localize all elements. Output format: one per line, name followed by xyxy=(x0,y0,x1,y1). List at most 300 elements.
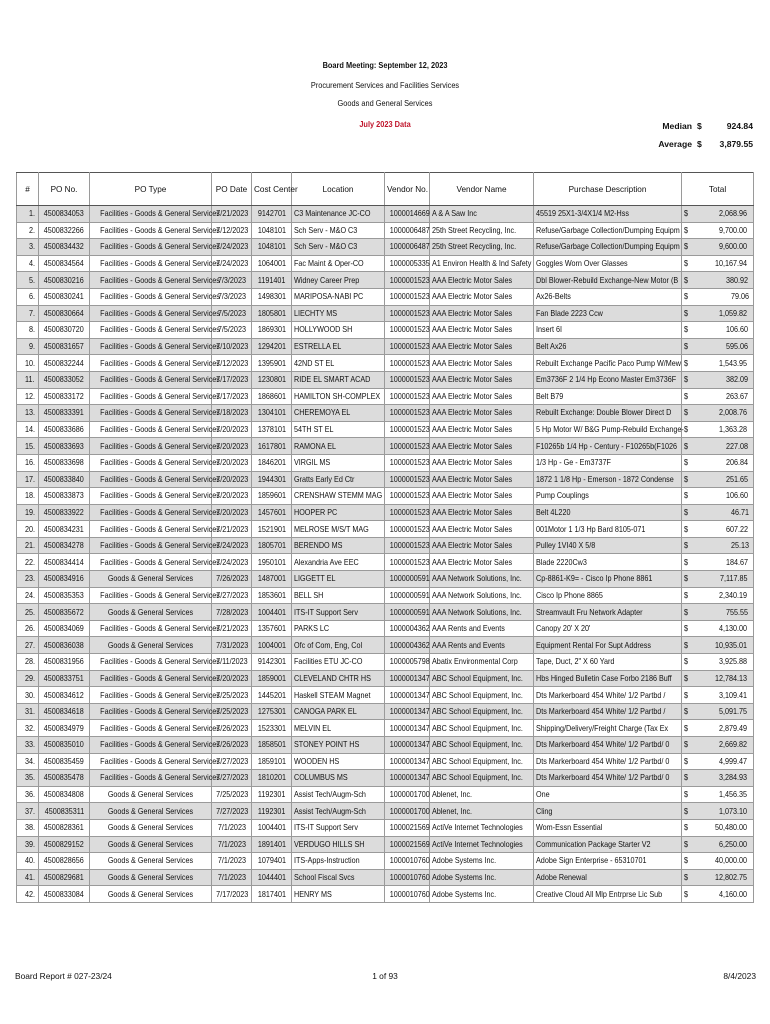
total-amount xyxy=(692,687,754,704)
cost-center xyxy=(252,637,292,654)
location xyxy=(292,537,385,554)
cost-center xyxy=(252,836,292,853)
row-index xyxy=(17,322,39,339)
po-type-text: Facilities - Goods & General Services xyxy=(100,491,220,501)
po-number xyxy=(39,637,90,654)
po-date-text: 7/26/2023 xyxy=(216,574,249,584)
vendor-name xyxy=(430,853,534,870)
cost-center-text: 1891401 xyxy=(257,839,286,849)
po-date-text: 7/21/2023 xyxy=(216,624,249,634)
po-number-text: 4500830216 xyxy=(43,275,85,285)
cost-center-text: 1275301 xyxy=(257,707,286,717)
purchase-description xyxy=(534,571,682,588)
total-currency-text: $ xyxy=(684,308,689,318)
table-row xyxy=(17,206,754,223)
location xyxy=(292,720,385,737)
total-amount xyxy=(692,239,754,256)
po-type-text: Facilities - Goods & General Services xyxy=(100,707,220,717)
vendor-number-text: 1000001347 xyxy=(389,740,430,750)
po-type xyxy=(90,537,220,554)
table-row xyxy=(17,687,754,704)
vendor-number-text: 1000004362 xyxy=(389,624,430,634)
po-date-text: 7/24/2023 xyxy=(216,242,249,252)
total-currency-text: $ xyxy=(684,873,689,883)
vendor-number xyxy=(385,272,430,289)
vendor-name xyxy=(430,554,534,571)
vendor-number xyxy=(385,670,430,687)
average-currency: $ xyxy=(697,139,702,149)
po-type-text: Facilities - Goods & General Services xyxy=(100,740,220,750)
po-date-text: 7/20/2023 xyxy=(216,441,249,451)
total-currency-text: $ xyxy=(684,889,689,899)
po-date xyxy=(212,853,252,870)
po-number xyxy=(39,405,90,422)
location xyxy=(292,803,385,820)
po-type-text: Facilities - Goods & General Services xyxy=(100,673,220,683)
cost-center xyxy=(252,255,292,272)
purchase-description-text: Cp-8861-K9= - Cisco Ip Phone 8861 xyxy=(536,574,653,584)
po-number xyxy=(39,670,90,687)
total-amount xyxy=(692,322,754,339)
purchase-description xyxy=(534,786,682,803)
total-amount-text: 12,784.13 xyxy=(714,673,747,683)
cost-center xyxy=(252,537,292,554)
po-date-text: 7/5/2023 xyxy=(217,308,246,318)
cost-center-text: 1048101 xyxy=(257,225,286,235)
po-type xyxy=(90,454,220,471)
total-amount-text: 5,091.75 xyxy=(719,707,748,717)
purchase-description xyxy=(534,770,682,787)
po-number-text: 4500835353 xyxy=(43,590,85,600)
total-currency xyxy=(682,869,692,886)
location-text: CRENSHAW STEMM MAG xyxy=(294,491,383,501)
vendor-name-text: AAA Electric Motor Sales xyxy=(432,425,513,435)
row-index-text: 21. xyxy=(24,541,35,551)
po-date-text: 7/20/2023 xyxy=(216,673,249,683)
po-type-text: Facilities - Goods & General Services xyxy=(100,541,220,551)
total-amount xyxy=(692,853,754,870)
po-type-text: Goods & General Services xyxy=(107,640,194,650)
total-currency-text: $ xyxy=(684,574,689,584)
table-row xyxy=(17,255,754,272)
row-index xyxy=(17,239,39,256)
total-amount-text: 755.55 xyxy=(725,607,749,617)
cost-center-text: 1521901 xyxy=(257,524,286,534)
location-text: ITS-Apps-Instruction xyxy=(294,856,360,866)
location-text: VERDUGO HILLS SH xyxy=(294,839,365,849)
po-date xyxy=(212,206,252,223)
po-date xyxy=(212,288,252,305)
row-index-text: 42. xyxy=(24,889,35,899)
po-number-text: 4500831657 xyxy=(43,342,85,352)
table-row xyxy=(17,770,754,787)
purchase-description xyxy=(534,454,682,471)
total-currency-text: $ xyxy=(684,806,689,816)
location-text: Fac Maint & Oper-CO xyxy=(294,259,364,269)
purchase-description-text: Tape, Duct, 2" X 60 Yard xyxy=(536,657,615,667)
vendor-name xyxy=(430,753,534,770)
vendor-number xyxy=(385,571,430,588)
vendor-number-text: 1000005798 xyxy=(389,657,430,667)
vendor-number-text: 1000001523 xyxy=(389,292,430,302)
total-currency xyxy=(682,687,692,704)
row-index xyxy=(17,853,39,870)
total-amount xyxy=(692,206,754,223)
po-date xyxy=(212,587,252,604)
row-index-text: 2. xyxy=(29,225,36,235)
vendor-number-text: 1000006487 xyxy=(389,242,430,252)
row-index-text: 7. xyxy=(29,308,36,318)
po-date xyxy=(212,471,252,488)
cost-center-text: 1944301 xyxy=(257,474,286,484)
vendor-name-text: AAA Electric Motor Sales xyxy=(432,408,513,418)
po-number xyxy=(39,222,90,239)
po-date xyxy=(212,554,252,571)
location-text: Gratts Early Ed Ctr xyxy=(294,474,355,484)
po-type xyxy=(90,687,220,704)
row-index-text: 27. xyxy=(24,640,35,650)
vendor-name xyxy=(430,537,534,554)
median-value: 924.84 xyxy=(726,121,753,131)
vendor-name xyxy=(430,305,534,322)
po-number xyxy=(39,571,90,588)
total-amount xyxy=(692,571,754,588)
total-amount-text: 10,935.01 xyxy=(714,640,747,650)
vendor-name xyxy=(430,438,534,455)
total-amount-text: 2,340.19 xyxy=(719,590,748,600)
location xyxy=(292,571,385,588)
total-amount xyxy=(692,786,754,803)
vendor-number xyxy=(385,803,430,820)
location-text: ITS-IT Support Serv xyxy=(294,607,358,617)
vendor-name xyxy=(430,288,534,305)
total-currency-text: $ xyxy=(684,856,689,866)
po-date-text: 7/20/2023 xyxy=(216,458,249,468)
vendor-name-text: AAA Electric Motor Sales xyxy=(432,524,513,534)
table-row xyxy=(17,272,754,289)
vendor-number-text: 1000001347 xyxy=(389,723,430,733)
vendor-name-text: 25th Street Recycling, Inc. xyxy=(432,225,517,235)
total-currency-text: $ xyxy=(684,358,689,368)
location xyxy=(292,853,385,870)
purchase-description-text: Adobe Sign Enterprise - 65310701 xyxy=(536,856,647,866)
purchase-description-text: Pump Couplings xyxy=(536,491,589,501)
total-currency-text: $ xyxy=(684,375,689,385)
vendor-number xyxy=(385,886,430,903)
po-type-text: Facilities - Goods & General Services xyxy=(100,624,220,634)
po-number xyxy=(39,322,90,339)
po-number-text: 4500833686 xyxy=(43,425,85,435)
purchase-description-text: Dts Markerboard 454 White/ 1/2 Partbd / xyxy=(536,707,666,717)
location xyxy=(292,338,385,355)
vendor-number-text: 1000001523 xyxy=(389,391,430,401)
purchase-description-text: Ax26-Belts xyxy=(536,292,571,302)
po-date-text: 7/11/2023 xyxy=(216,657,248,667)
po-type xyxy=(90,703,220,720)
po-type-text: Facilities - Goods & General Services xyxy=(100,690,220,700)
total-currency-text: $ xyxy=(684,541,689,551)
vendor-number-text: 1000001347 xyxy=(389,756,430,766)
average-label: Average xyxy=(658,139,692,149)
total-currency xyxy=(682,637,692,654)
row-index xyxy=(17,288,39,305)
vendor-name xyxy=(430,720,534,737)
purchase-description-text: Rebuilt Exchange Pacific Paco Pump W/Mew xyxy=(536,358,681,368)
cost-center-text: 1445201 xyxy=(257,690,286,700)
cost-center xyxy=(252,720,292,737)
cost-center-text: 1004401 xyxy=(257,607,286,617)
po-date-text: 7/25/2023 xyxy=(216,707,249,717)
vendor-number-text: 1000001700 xyxy=(389,806,430,816)
po-type-text: Goods & General Services xyxy=(107,839,194,849)
location-text: 42ND ST EL xyxy=(294,358,335,368)
total-amount xyxy=(692,405,754,422)
total-currency-text: $ xyxy=(684,275,689,285)
total-currency-text: $ xyxy=(684,524,689,534)
total-amount-text: 106.60 xyxy=(725,491,749,501)
total-amount-text: 4,130.00 xyxy=(719,624,748,634)
location xyxy=(292,239,385,256)
po-number-text: 4500830720 xyxy=(43,325,85,335)
total-amount-text: 9,700.00 xyxy=(719,225,748,235)
total-amount xyxy=(692,703,754,720)
vendor-number-text: 1000000591 xyxy=(389,590,430,600)
po-date xyxy=(212,255,252,272)
total-amount-text: 1,073.10 xyxy=(719,806,748,816)
total-currency-text: $ xyxy=(684,624,689,634)
col-header-po-no: PO No. xyxy=(39,173,90,206)
po-number xyxy=(39,206,90,223)
po-date-text: 7/20/2023 xyxy=(216,507,249,517)
vendor-name xyxy=(430,737,534,754)
table-row xyxy=(17,222,754,239)
location-text: Assist Tech/Augm-Sch xyxy=(294,806,366,816)
cost-center xyxy=(252,438,292,455)
table-row xyxy=(17,371,754,388)
total-amount-text: 6,250.00 xyxy=(719,839,748,849)
po-number xyxy=(39,836,90,853)
po-type-text: Facilities - Goods & General Services xyxy=(100,209,220,219)
vendor-number-text: 1000001523 xyxy=(389,557,430,567)
location-text: BELL SH xyxy=(294,590,324,600)
location xyxy=(292,819,385,836)
table-row xyxy=(17,521,754,538)
total-amount xyxy=(692,255,754,272)
purchase-description xyxy=(534,471,682,488)
row-index xyxy=(17,604,39,621)
purchase-description xyxy=(534,206,682,223)
cost-center xyxy=(252,786,292,803)
cost-center xyxy=(252,737,292,754)
po-type xyxy=(90,670,220,687)
row-index xyxy=(17,206,39,223)
total-amount-text: 12,802.75 xyxy=(714,873,747,883)
location-text: Ofc of Com, Eng, Col xyxy=(294,640,363,650)
po-number-text: 4500829152 xyxy=(43,839,85,849)
total-currency xyxy=(682,388,692,405)
location xyxy=(292,222,385,239)
total-amount-text: 1,543.95 xyxy=(719,358,748,368)
row-index-text: 16. xyxy=(24,458,35,468)
purchase-description xyxy=(534,388,682,405)
vendor-name-text: A & A Saw Inc xyxy=(432,209,477,219)
po-date xyxy=(212,371,252,388)
purchase-description xyxy=(534,322,682,339)
po-number xyxy=(39,803,90,820)
vendor-name-text: ABC School Equipment, Inc. xyxy=(432,673,523,683)
po-date xyxy=(212,454,252,471)
row-index xyxy=(17,687,39,704)
po-type-text: Facilities - Goods & General Services xyxy=(100,458,220,468)
po-type-text: Facilities - Goods & General Services xyxy=(100,507,220,517)
po-type xyxy=(90,421,220,438)
table-row xyxy=(17,753,754,770)
location-text: C3 Maintenance JC-CO xyxy=(294,209,371,219)
row-index xyxy=(17,471,39,488)
purchase-description-text: Goggles Worn Over Glasses xyxy=(536,259,628,269)
location xyxy=(292,620,385,637)
vendor-name-text: AAA Rents and Events xyxy=(432,624,505,634)
vendor-number xyxy=(385,687,430,704)
total-currency xyxy=(682,571,692,588)
po-date xyxy=(212,438,252,455)
vendor-number xyxy=(385,637,430,654)
table-row xyxy=(17,836,754,853)
purchase-description xyxy=(534,869,682,886)
po-type-text: Facilities - Goods & General Services xyxy=(100,590,220,600)
po-type-text: Facilities - Goods & General Services xyxy=(100,441,220,451)
row-index xyxy=(17,405,39,422)
vendor-number xyxy=(385,554,430,571)
po-number-text: 4500833391 xyxy=(43,408,85,418)
po-date-text: 7/27/2023 xyxy=(216,806,249,816)
location xyxy=(292,604,385,621)
cost-center xyxy=(252,587,292,604)
total-amount-text: 3,284.93 xyxy=(719,773,748,783)
po-date-text: 7/1/2023 xyxy=(217,839,246,849)
vendor-name-text: AAA Electric Motor Sales xyxy=(432,325,513,335)
purchase-description-text: F10265b 1/4 Hp - Century - F10265b(F1026 xyxy=(536,441,677,451)
vendor-name xyxy=(430,587,534,604)
po-date-text: 7/24/2023 xyxy=(216,259,249,269)
location xyxy=(292,654,385,671)
cost-center xyxy=(252,355,292,372)
table-row xyxy=(17,571,754,588)
vendor-name-text: AAA Electric Motor Sales xyxy=(432,375,513,385)
vendor-name-text: A1 Environ Health & Ind Safety xyxy=(432,259,532,269)
vendor-number-text: 1000001523 xyxy=(389,308,430,318)
po-number-text: 4500834414 xyxy=(43,557,85,567)
total-amount-text: 595.06 xyxy=(725,342,749,352)
po-number-text: 4500833873 xyxy=(43,491,85,501)
total-amount-text: 106.60 xyxy=(725,325,749,335)
report-period: July 2023 Data xyxy=(359,119,411,129)
po-number xyxy=(39,504,90,521)
vendor-name xyxy=(430,703,534,720)
vendor-number xyxy=(385,239,430,256)
cost-center-text: 1192301 xyxy=(257,790,286,800)
total-amount-text: 25.13 xyxy=(730,541,749,551)
table-row xyxy=(17,355,754,372)
po-number-text: 4500830664 xyxy=(43,308,85,318)
vendor-number xyxy=(385,587,430,604)
vendor-name xyxy=(430,819,534,836)
po-type xyxy=(90,886,212,903)
row-index xyxy=(17,720,39,737)
total-currency-text: $ xyxy=(684,425,689,435)
row-index-text: 1. xyxy=(29,209,36,219)
cost-center xyxy=(252,554,292,571)
location xyxy=(292,687,385,704)
vendor-name xyxy=(430,604,534,621)
cost-center xyxy=(252,288,292,305)
po-date xyxy=(212,803,252,820)
location-text: LIGGETT EL xyxy=(294,574,336,584)
vendor-name xyxy=(430,488,534,505)
total-currency-text: $ xyxy=(684,607,689,617)
total-currency-text: $ xyxy=(684,590,689,600)
vendor-number-text: 1000001523 xyxy=(389,375,430,385)
po-type-text: Goods & General Services xyxy=(107,873,194,883)
total-amount-text: 9,600.00 xyxy=(719,242,748,252)
po-date xyxy=(212,670,252,687)
cost-center-text: 1950101 xyxy=(257,557,286,567)
po-type xyxy=(90,853,212,870)
footer-report-number: Board Report # 027-23/24 xyxy=(15,971,112,981)
po-type-text: Facilities - Goods & General Services xyxy=(100,358,220,368)
total-currency xyxy=(682,338,692,355)
cost-center-text: 1817401 xyxy=(257,889,286,899)
purchase-description xyxy=(534,338,682,355)
purchase-description-text: Refuse/Garbage Collection/Dumping Equipm xyxy=(536,242,680,252)
purchase-description-text: Wom-Essn Essential xyxy=(536,823,603,833)
cost-center xyxy=(252,272,292,289)
vendor-name-text: AAA Electric Motor Sales xyxy=(432,474,513,484)
purchase-description-text: Belt 4L220 xyxy=(536,507,571,517)
vendor-name-text: AAA Electric Motor Sales xyxy=(432,541,513,551)
po-number-text: 4500834979 xyxy=(43,723,85,733)
col-header-po-date: PO Date xyxy=(212,173,252,206)
po-date xyxy=(212,836,252,853)
po-type-text: Facilities - Goods & General Services xyxy=(100,723,220,733)
row-index xyxy=(17,305,39,322)
total-amount xyxy=(692,454,754,471)
location-text: Widney Career Prep xyxy=(294,275,360,285)
vendor-name-text: AAA Electric Motor Sales xyxy=(432,292,513,302)
location xyxy=(292,521,385,538)
po-type xyxy=(90,620,220,637)
purchase-description xyxy=(534,753,682,770)
total-amount-text: 251.65 xyxy=(725,474,749,484)
total-amount-text: 2,068.96 xyxy=(719,209,748,219)
footer-date: 8/4/2023 xyxy=(723,971,756,981)
po-date xyxy=(212,537,252,554)
vendor-name xyxy=(430,521,534,538)
cost-center xyxy=(252,454,292,471)
purchase-description-text: Dts Markerboard 454 White/ 1/2 Partbd/ 0 xyxy=(536,740,670,750)
vendor-name-text: Ablenet, Inc. xyxy=(432,806,473,816)
po-date-text: 7/27/2023 xyxy=(216,590,249,600)
po-date xyxy=(212,488,252,505)
total-amount-text: 7,117.85 xyxy=(719,574,748,584)
po-type xyxy=(90,222,220,239)
row-index-text: 25. xyxy=(24,607,35,617)
po-type xyxy=(90,753,220,770)
total-currency xyxy=(682,587,692,604)
total-amount xyxy=(692,587,754,604)
po-number xyxy=(39,554,90,571)
total-currency xyxy=(682,703,692,720)
